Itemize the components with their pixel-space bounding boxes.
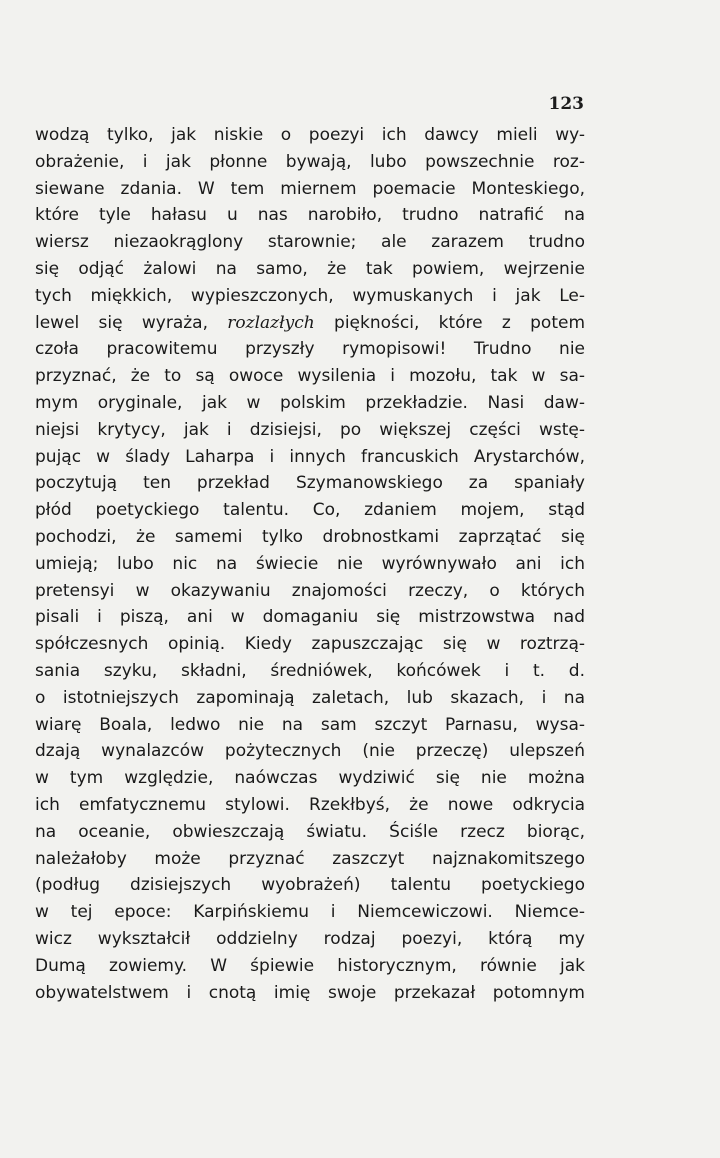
text-line: dzają wynalazców pożytecznych (nie przeczę) ulepszeń: [35, 741, 585, 762]
text-line: które tyle hałasu u nas narobiło, trudno natrafić na: [35, 205, 585, 226]
text-line: przyznać, że to są owoce wysilenia i mozołu, tak w sa-: [35, 366, 585, 387]
italic-word: rozlazłych: [227, 312, 315, 333]
text-line: wiersz niezaokrąglony starownie; ale zarazem trudno: [35, 232, 585, 253]
text-line: obywatelstwem i cnotą imię swoje przekazał potomnym: [35, 982, 585, 1003]
page-number: 123: [548, 94, 584, 114]
text-line: Dumą zowiemy. W śpiewie historycznym, równie jak: [35, 955, 585, 976]
text-line: pisali i piszą, ani w domaganiu się mistrzowstwa nad: [35, 607, 585, 628]
text-line: siewane zdania. W tem miernem poemacie Monteskiego,: [35, 178, 585, 199]
text-line: mym oryginale, jak w polskim przekładzie. Nasi daw-: [35, 392, 585, 413]
text-line: wodzą tylko, jak niskie o poezyi ich dawcy mieli wy-: [35, 125, 585, 145]
text-line: o istotniejszych zapominają zaletach, lub skazach, i na: [35, 687, 585, 708]
text-line: wiarę Boala, ledwo nie na sam szczyt Parnasu, wysa-: [35, 714, 585, 735]
text-line: w tej epoce: Karpińskiemu i Niemcewiczowi. Niemce-: [35, 902, 585, 923]
text-line: na oceanie, obwieszczają światu. Ściśle rzecz biorąc,: [35, 821, 585, 842]
text-line: pretensyi w okazywaniu znajomości rzeczy, o których: [35, 580, 585, 601]
text-line: należałoby może przyznać zaszczyt najznakomitszego: [35, 848, 585, 869]
text-line: (podług dzisiejszych wyobrażeń) talentu poetyckiego: [35, 875, 585, 896]
text-line: płód poetyckiego talentu. Co, zdaniem mojem, stąd: [35, 500, 585, 521]
text-line: poczytują ten przekład Szymanowskiego za spaniały: [35, 473, 585, 494]
text-line: niejsi krytycy, jak i dzisiejsi, po większej części wstę-: [35, 419, 585, 440]
text-line: wicz wykształcił oddzielny rodzaj poezyi, którą my: [35, 928, 585, 949]
text-line: tych miękkich, wypieszczonych, wymuskanych i jak Le-: [35, 285, 585, 306]
text-line: obrażenie, i jak płonne bywają, lubo powszechnie roz-: [35, 151, 585, 172]
text-line: umieją; lubo nic na świecie nie wyrównywało ani ich: [35, 553, 585, 574]
text-line: spółczesnych opinią. Kiedy zapuszczając się w roztrzą-: [35, 634, 585, 655]
body-text: [35, 122, 585, 1006]
text-line: [35, 310, 585, 337]
text-line: pochodzi, że samemi tylko drobnostkami zaprzątać się: [35, 526, 585, 547]
text-line: pując w ślady Laharpa i innych francuskich Arystarchów,: [35, 446, 585, 467]
text-line: czoła pracowitemu przyszły rymopisowi! Trudno nie: [35, 339, 585, 360]
text-line: ich emfatycznemu stylowi. Rzekłbyś, że nowe odkrycia: [35, 794, 585, 815]
text-segment: lewel się wyraża,: [35, 312, 208, 333]
text-line: się odjąć żalowi na samo, że tak powiem, wejrzenie: [35, 258, 585, 279]
text-line: w tym względzie, naówczas wydziwić się nie można: [35, 768, 585, 789]
text-line: sania szyku, składni, średniówek, końcówek i t. d.: [35, 660, 585, 681]
text-segment: piękności, które z potem: [334, 312, 586, 333]
